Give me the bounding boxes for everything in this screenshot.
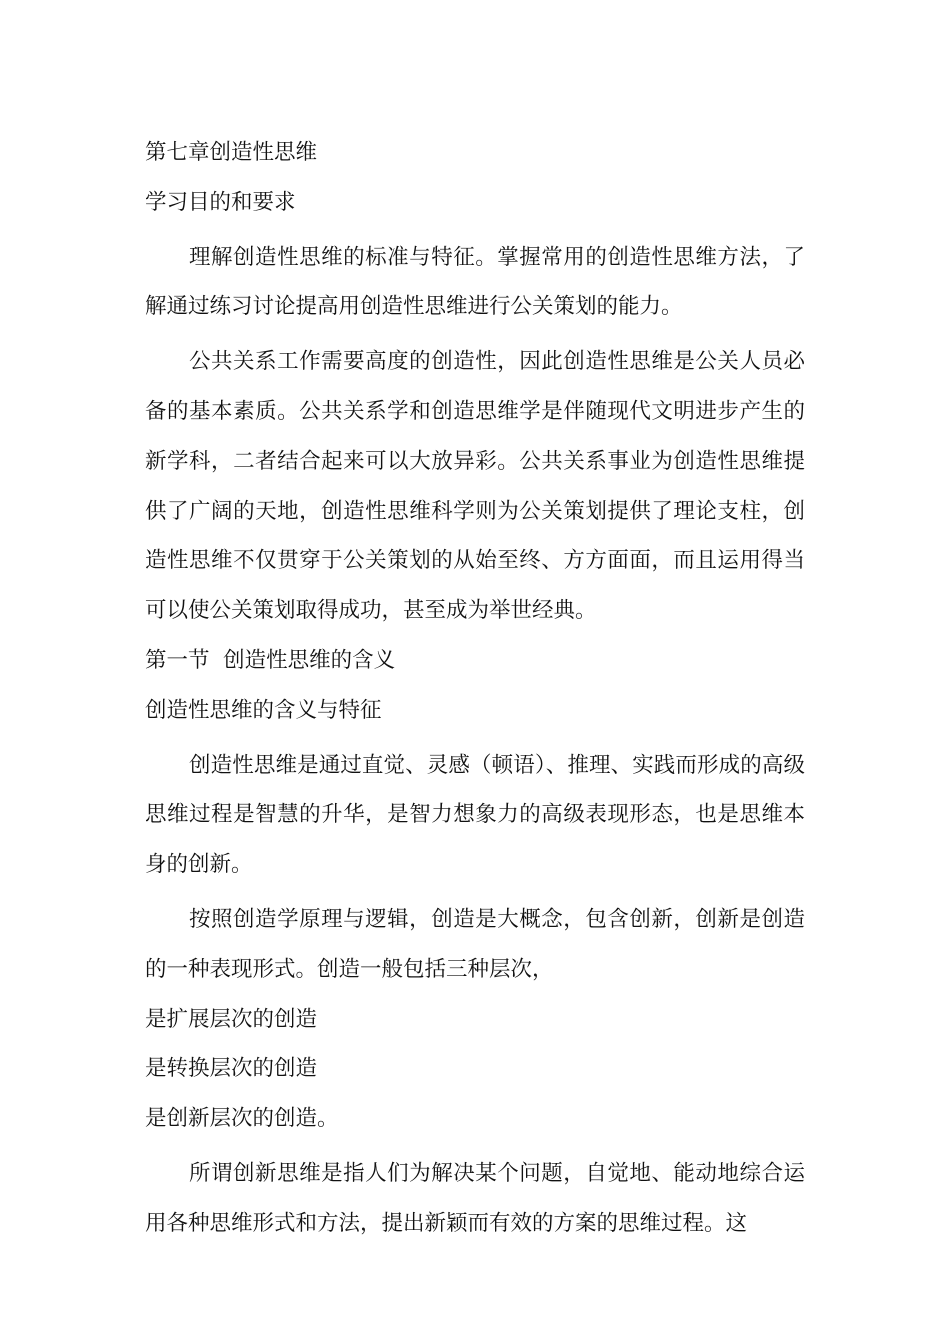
level-item: 是转换层次的创造 xyxy=(145,1056,318,1082)
intro-paragraph: 公共关系工作需要高度的创造性，因此创造性思维是公关人员必备的基本素质。公共关系学和创造思维学是伴随现代文明进步产生的新学科，二者结合起来可以大放异彩。公共关系事业为创造性思维提供了广阔的天地，创造性思维科学则为公关策划提供了理论支柱，创造性思维不仅贯穿于公关策划的从始至终、方方面面，而且运用得当可以使公关策划取得成功，甚至成为举世经典。 xyxy=(145,349,805,624)
level-item: 是创新层次的创造。 xyxy=(145,1106,339,1132)
objectives-heading: 学习目的和要求 xyxy=(145,189,296,215)
objectives-paragraph: 理解创造性思维的标准与特征。掌握常用的创造性思维方法，了解通过练习讨论提高用创造性思维进行公关策划的能力。 xyxy=(145,244,805,320)
innovation-paragraph: 所谓创新思维是指人们为解决某个问题，自觉地、能动地综合运用各种思维形式和方法，提出新颖而有效的方案的思维过程。这 xyxy=(145,1160,805,1236)
levels-paragraph: 按照创造学原理与逻辑，创造是大概念，包含创新，创新是创造的一种表现形式。创造一般包括三种层次， xyxy=(145,906,805,982)
document-body xyxy=(145,128,805,1249)
chapter-title: 第七章创造性思维 xyxy=(145,140,318,165)
subsection-title: 创造性思维的含义与特征 xyxy=(145,697,382,723)
definition-paragraph: 创造性思维是通过直觉、灵感（顿语）、推理、实践而形成的高级思维过程是智慧的升华，是智力想象力的高级表现形态，也是思维本身的创新。 xyxy=(145,752,805,878)
section-title: 第一节 创造性思维的含义 xyxy=(145,647,396,673)
level-item: 是扩展层次的创造 xyxy=(145,1006,318,1032)
